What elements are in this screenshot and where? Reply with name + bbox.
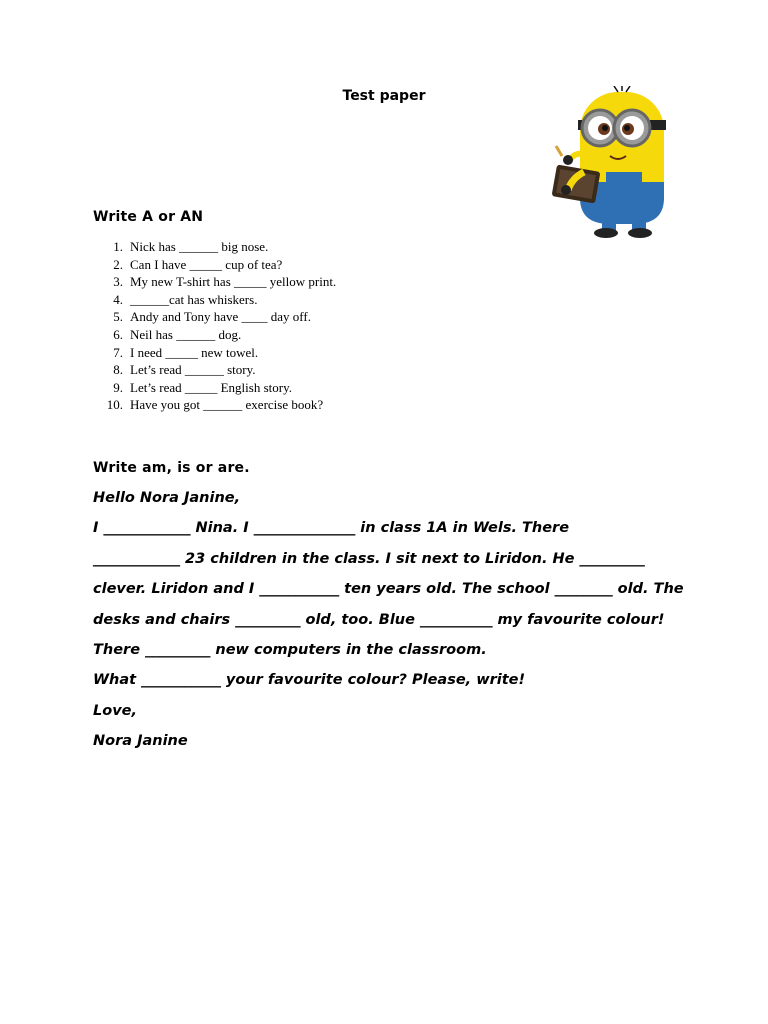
item-text: Let’s read _____ English story. [130,379,292,395]
letter-line: desks and chairs _________ old, too. Blue __________ my favourite colour! [93,611,665,628]
item-number: 3. [113,274,123,290]
item-text: I need _____ new towel. [130,344,259,360]
minion-with-clipboard-icon [548,86,676,240]
item-text: ______cat has whiskers. [130,291,258,307]
item-text: Have you got ______ exercise book? [130,397,324,413]
section2-heading: Write am, is or are. [93,460,250,476]
letter-line: Hello Nora Janine, [93,490,241,506]
item-number: 2. [113,256,123,272]
item-text: Neil has ______ dog. [130,326,242,342]
letter-line: ____________ 23 children in the class. I sit next to Liridon. He _________ [93,550,645,567]
letter-line: I ____________ Nina. I ______________ in class 1A in Wels. There [93,520,570,537]
letter-line: clever. Liridon and I ___________ ten years old. The school ________ old. The [93,581,684,598]
item-number: 6. [113,326,123,342]
list-item [93,238,336,256]
list-item [93,361,336,379]
page-title: Test paper [342,88,426,104]
item-number: 4. [113,291,123,307]
section1-heading: Write A or AN [93,209,204,225]
list-item [93,396,336,414]
list-item [93,308,336,326]
list-item [93,273,336,291]
item-text: Can I have _____ cup of tea? [130,256,283,272]
item-text: Nick has ______ big nose. [130,239,269,254]
list-item [93,379,336,397]
item-number: 7. [113,344,123,360]
item-text: Let’s read ______ story. [130,362,256,378]
item-text: My new T-shirt has _____ yellow print. [130,274,337,290]
item-text: Andy and Tony have ____ day off. [130,309,311,325]
exercise-list [93,238,336,414]
letter-text [93,488,693,762]
item-number: 9. [113,379,123,395]
letter-line: Nora Janine [93,733,188,750]
item-number: 8. [113,362,123,378]
letter-line: There _________ new computers in the classroom. [93,641,487,658]
list-item [93,256,336,274]
item-number: 10. [106,397,123,413]
list-item [93,344,336,362]
item-number: 5. [113,309,123,325]
letter-line: Love, [93,702,137,719]
item-number: 1. [113,239,123,254]
letter-line: What ___________ your favourite colour? Please, write! [93,672,526,689]
list-item [93,291,336,309]
list-item [93,326,336,344]
